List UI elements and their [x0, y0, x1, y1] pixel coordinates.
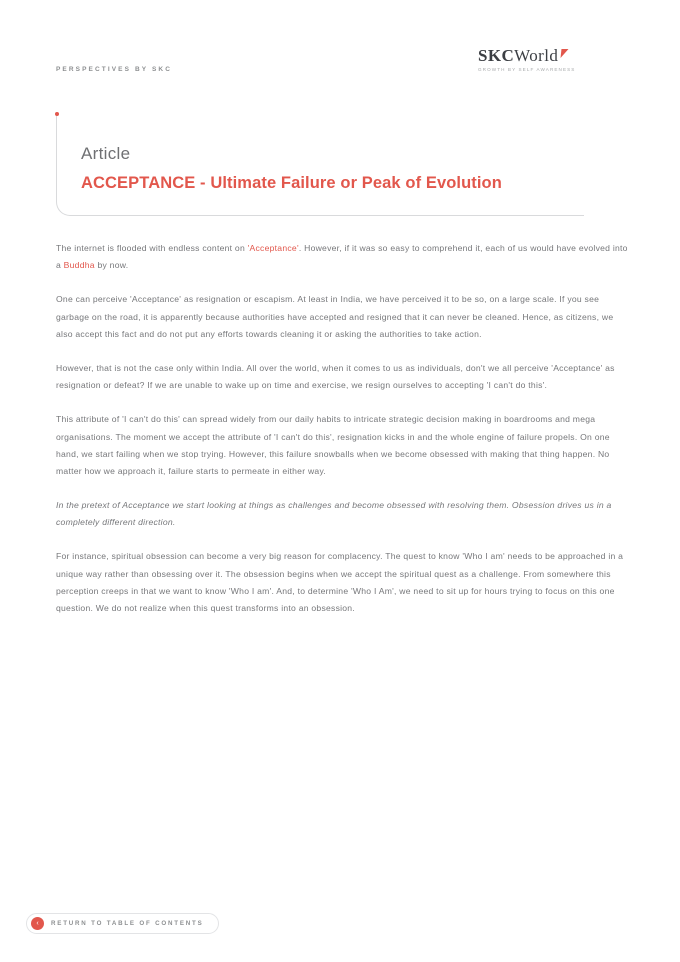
highlighted-term: Buddha — [63, 260, 95, 271]
return-to-contents-button[interactable] — [26, 913, 219, 934]
paragraph-text: This attribute of 'I can't do this' can spread widely from our daily habits to intricate strategic decision making in boardrooms and mega organisations. The moment we accept the attribute of 'I can't do this', resignation kicks in and the whole engine of failure propels. On one hand, we start failing when we stop trying. However, this failure snowballs when we become obsessed with making that thing happen. No matter how we approach it, failure starts to permeate in either way. — [56, 414, 610, 476]
brand-name-light: World — [514, 46, 559, 65]
flag-icon — [561, 49, 569, 58]
paragraph-text: For instance, spiritual obsession can become a very big reason for complacency. The quest to know 'Who I am' needs to be approached in a unique way rather than obsessing over it. The obsession begins when we accept the spiritual quest as a challenge. From somewhere this perception creeps in that we want to know 'Who I am'. And, to determine 'Who I Am', we need to sit up for hours trying to focus on this one question. We do not realize when this quest transforms into an obsession. — [56, 551, 624, 613]
brand-tagline: GROWTH BY SELF AWARENESS — [478, 67, 576, 72]
return-to-contents-label: RETURN TO TABLE OF CONTENTS — [51, 920, 204, 927]
article-kind-label: Article — [81, 144, 131, 163]
article-paragraph — [56, 360, 628, 394]
paragraph-text: The internet is flooded with endless content on — [56, 243, 248, 253]
arrow-left-icon: ‹ — [31, 917, 44, 930]
paragraph-text: . However, if it was so easy to comprehend it, each of us would have evolved into a — [56, 243, 628, 271]
article-body — [56, 240, 628, 634]
article-paragraph — [56, 548, 628, 617]
paragraph-text: However, that is not the case only within India. All over the world, when it comes to us as individuals, don't we all perceive 'Acceptance' as resignation or defeat? If we are unable to wake up on time and exercise, we resign ourselves to accepting 'I can't do this'. — [56, 362, 615, 391]
article-paragraph — [56, 240, 628, 274]
paragraph-text: One can perceive 'Acceptance' as resignation or escapism. At least in India, we have perceived it to be so, on a large scale. If you see garbage on the road, it is apparently because authorities have accepted and resigned that it can never be cleaned. Hence, as citizens, we also accept this fact and do not put any efforts towards cleaning it or asking the authorities to take action. — [56, 294, 614, 339]
article-paragraph — [56, 411, 628, 480]
paragraph-text: by now. — [94, 260, 129, 271]
footer — [26, 913, 219, 934]
brand-logo — [478, 46, 628, 72]
paragraph-text: In the pretext of Acceptance we start looking at things as challenges and become obsessed with resolving them. Obsession drives us in a completely different direction. — [56, 500, 612, 528]
brand-name-bold: SKC — [478, 46, 515, 65]
highlighted-term: 'Acceptance' — [247, 243, 299, 253]
article-paragraph — [56, 497, 628, 531]
title-block — [56, 116, 584, 216]
article-paragraph — [56, 291, 628, 343]
brand-name — [478, 46, 558, 66]
page-title: ACCEPTANCE - Ultimate Failure or Peak of Evolution — [81, 174, 502, 192]
page-kicker: PERSPECTIVES BY SKC — [56, 66, 172, 73]
